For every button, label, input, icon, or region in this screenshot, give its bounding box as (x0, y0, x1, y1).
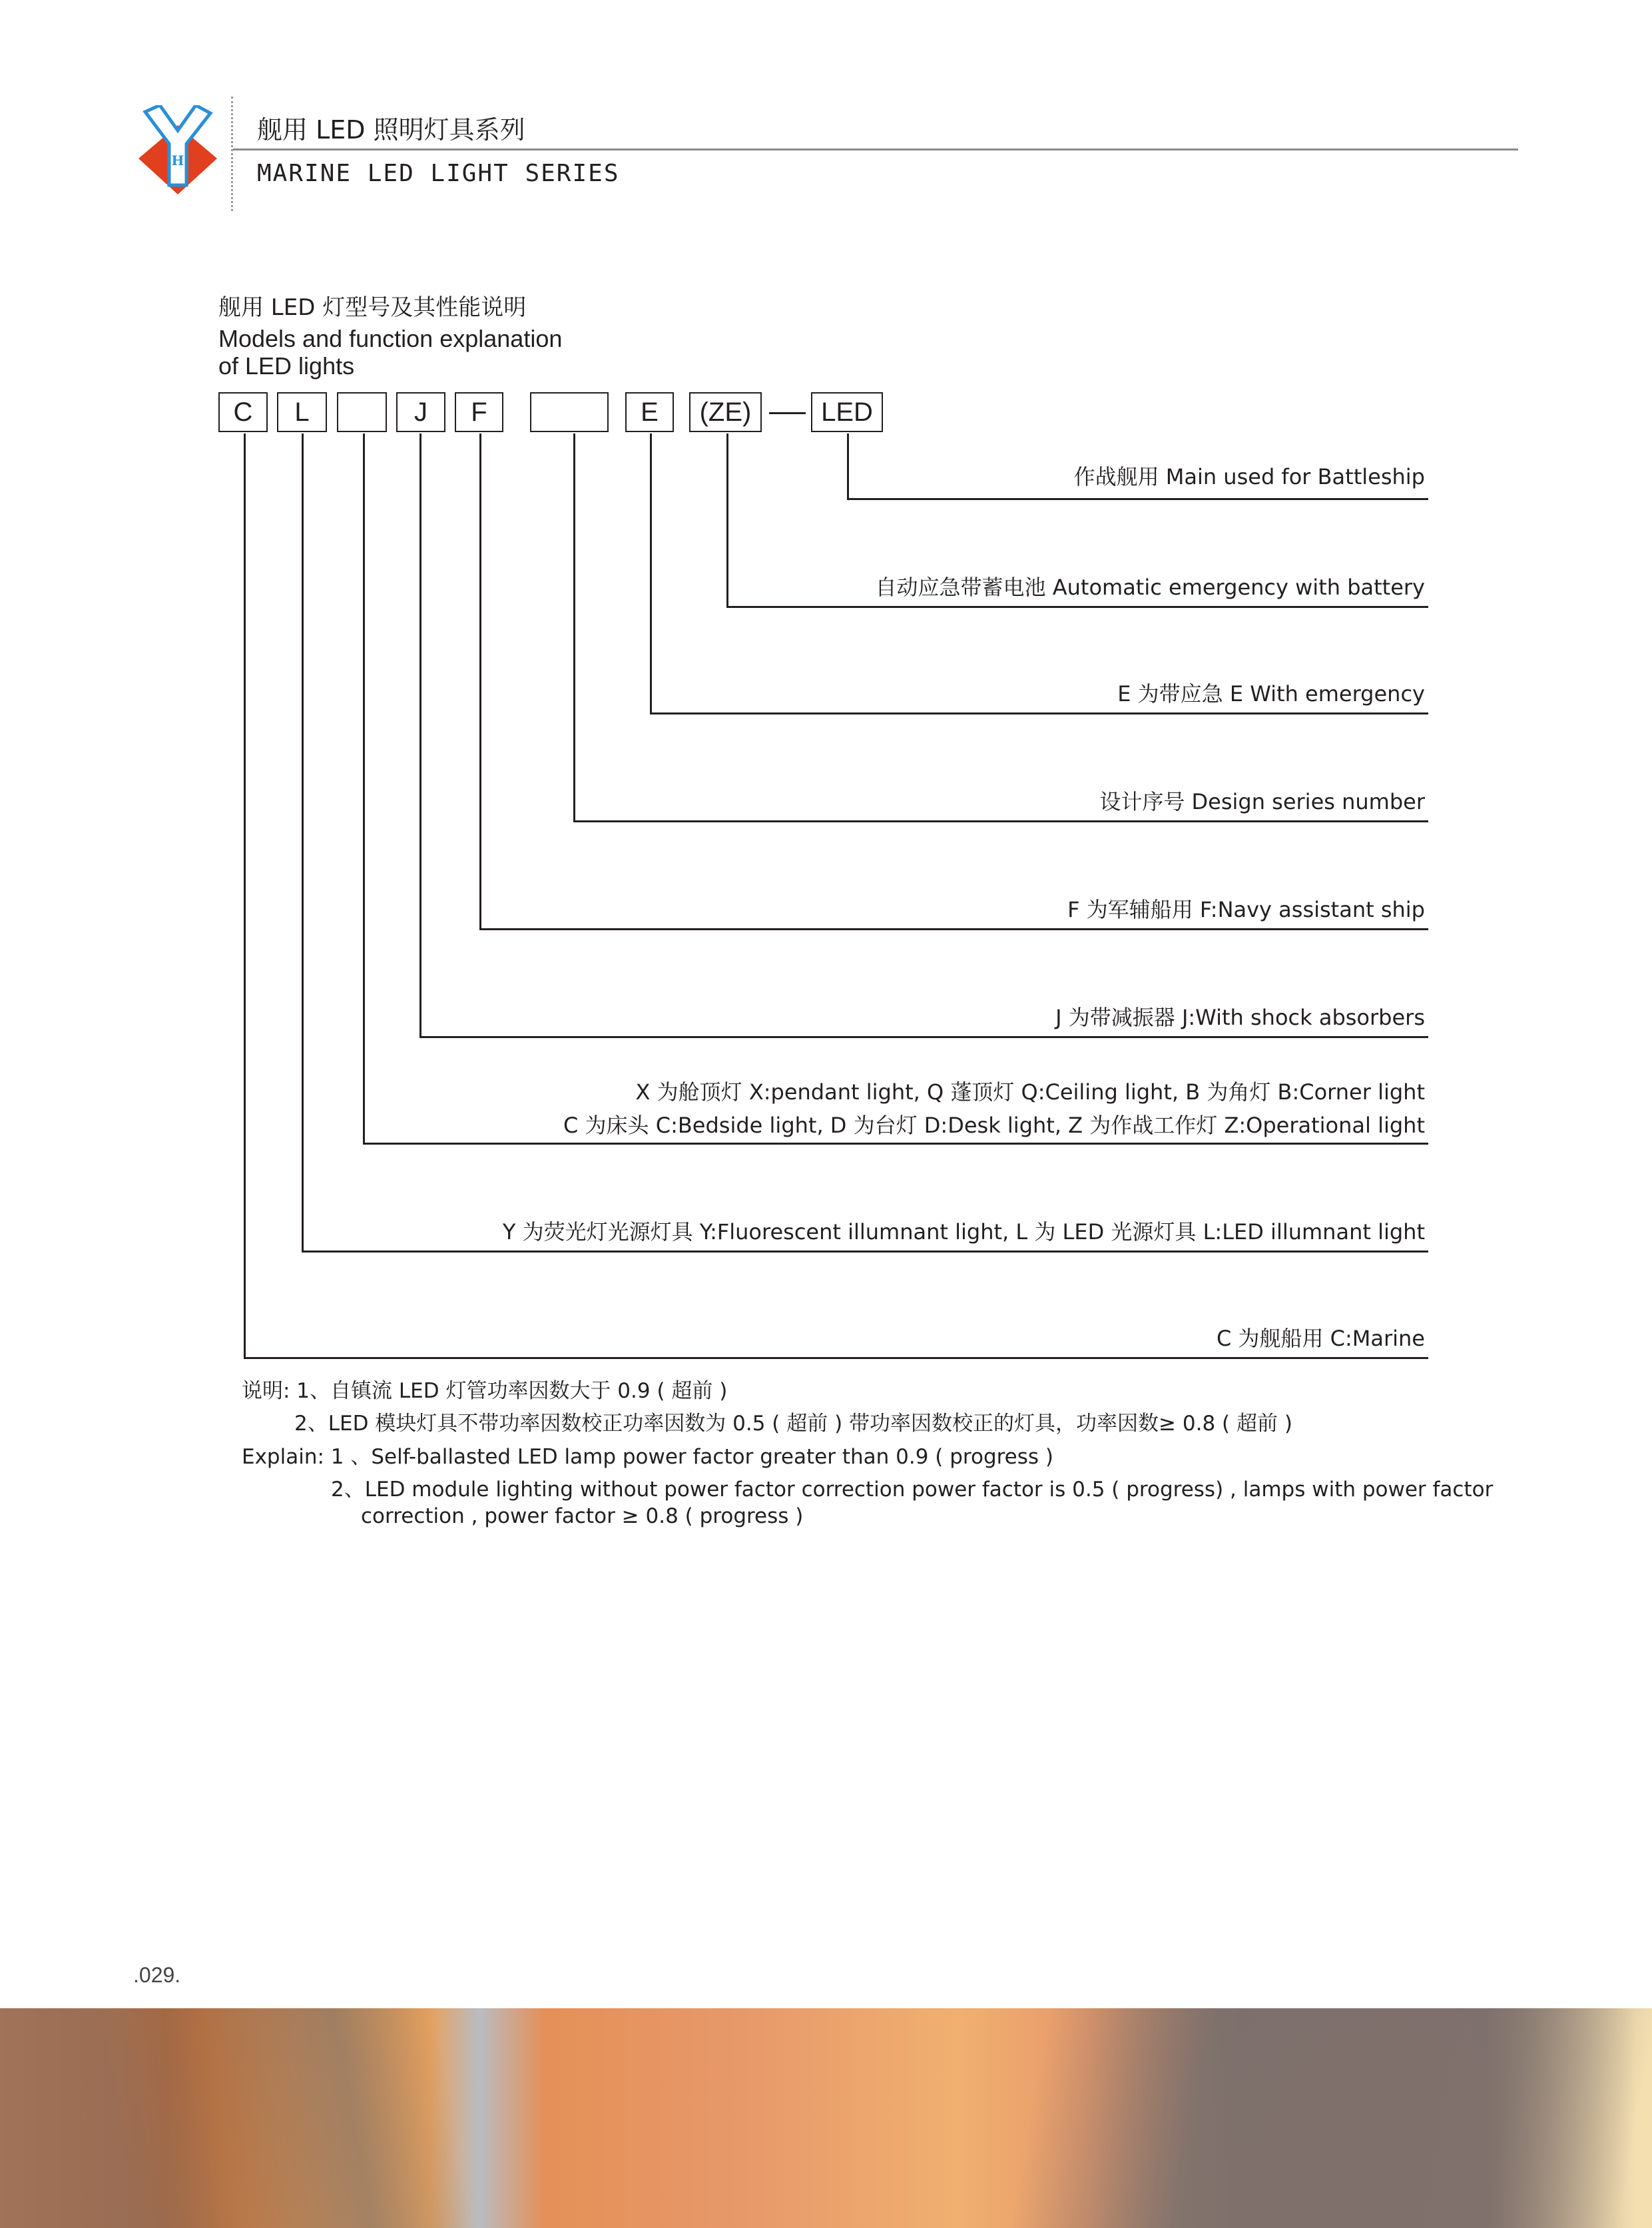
code-box-led: LED (811, 392, 883, 432)
leader-line (302, 433, 304, 1252)
explanation-emergency: E 为带应急 E With emergency (1117, 681, 1425, 706)
explanation-type-line1: X 为舱顶灯 X:pendant light, Q 蓬顶灯 Q:Ceiling light, B 为角灯 B:Corner light (635, 1079, 1425, 1105)
note-en-1: Explain: 1 、Self-ballasted LED lamp power factor greater than 0.9 ( progress ) (242, 1445, 1054, 1469)
leader-line (363, 433, 365, 1144)
header-title-en: MARINE LED LIGHT SERIES (257, 160, 620, 187)
explanation-navy: F 为军辅船用 F:Navy assistant ship (1067, 897, 1425, 922)
company-logo (133, 105, 222, 194)
header-title-cn: 舰用 LED 照明灯具系列 (257, 115, 525, 144)
leader-line (847, 498, 1428, 500)
code-box-j: J (396, 392, 445, 432)
page-number: .029. (133, 1963, 181, 1987)
leader-line (244, 433, 246, 1358)
section-title-en-line2: of LED lights (218, 352, 355, 380)
leader-line (479, 433, 481, 930)
explanation-light-source: Y 为荧光灯光源灯具 Y:Fluorescent illumnant light, L 为 LED 光源灯具 L:LED illumnant light (502, 1219, 1425, 1245)
section-title-en (218, 325, 562, 380)
leader-line (244, 1357, 1428, 1359)
leader-line (650, 712, 1428, 714)
code-box-l: L (277, 392, 327, 432)
svg-text:H: H (171, 152, 184, 168)
note-en-3: correction , power factor ≥ 0.8 ( progress ) (361, 1504, 804, 1528)
leader-line (419, 433, 421, 1037)
explanation-battleship: 作战舰用 Main used for Battleship (1073, 464, 1425, 489)
explanation-battery: 自动应急带蓄电池 Automatic emergency with battery (875, 575, 1425, 600)
leader-line (726, 433, 728, 607)
leader-line (650, 433, 652, 714)
leader-line (573, 433, 575, 822)
explanation-type-line2: C 为床头 C:Bedside light, D 为台灯 D:Desk light, Z 为作战工作灯 Z:Operational light (563, 1113, 1425, 1138)
header-divider-vertical (231, 97, 233, 211)
code-box-f: F (455, 392, 503, 432)
explanation-marine: C 为舰船用 C:Marine (1216, 1326, 1425, 1351)
leader-line (302, 1251, 1428, 1253)
section-title-cn: 舰用 LED 灯型号及其性能说明 (218, 294, 527, 321)
leader-line (726, 606, 1428, 608)
footer-photo (0, 2008, 1652, 2228)
leader-line (419, 1036, 1428, 1038)
note-cn-1: 说明: 1、自镇流 LED 灯管功率因数大于 0.9 ( 超前 ) (242, 1379, 728, 1403)
section-title-en-line1: Models and function explanation (218, 325, 563, 352)
explanation-series: 设计序号 Design series number (1099, 789, 1425, 814)
code-box-ze: (ZE) (689, 392, 762, 432)
code-box-series (530, 392, 609, 432)
code-box-e: E (625, 392, 674, 432)
code-separator (769, 412, 806, 414)
leader-line (363, 1143, 1428, 1145)
note-cn-2: 2、LED 模块灯具不带功率因数校正功率因数为 0.5 ( 超前 ) 带功率因数校正的灯具，功率因数≥ 0.8 ( 超前 ) (294, 1412, 1292, 1436)
leader-line (847, 433, 849, 499)
code-box-c: C (218, 392, 268, 432)
leader-line (479, 928, 1428, 930)
header-rule (233, 148, 1518, 150)
explanation-shock: J 为带减振器 J:With shock absorbers (1055, 1005, 1425, 1030)
code-box-type (337, 392, 387, 432)
leader-line (573, 820, 1428, 822)
note-en-2: 2、LED module lighting without power factor correction power factor is 0.5 ( progress) , lamps with power factor (331, 1478, 1494, 1502)
